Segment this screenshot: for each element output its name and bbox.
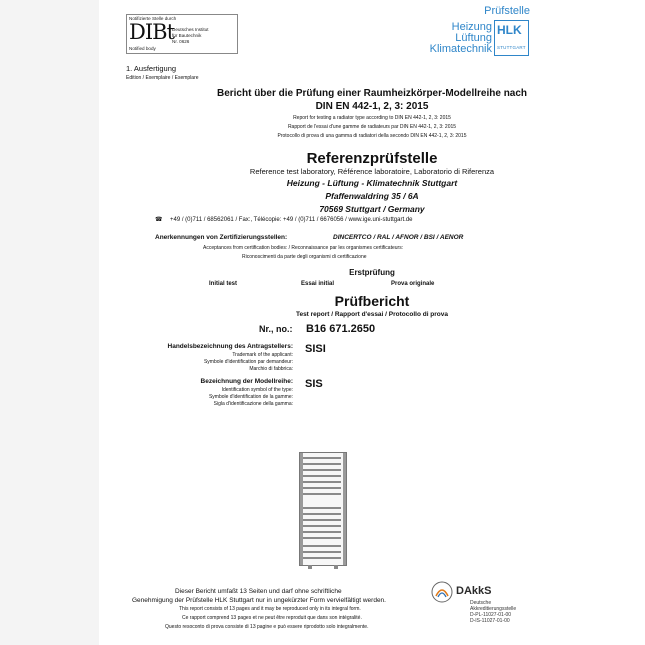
footer-en: This report consists of 13 pages and it may be reproduced only in its integral form. xyxy=(179,606,361,612)
notified-body-line1: Notifizierte Stelle durch xyxy=(129,16,177,21)
model-it: Sigla d'identificazione della gamma: xyxy=(213,401,293,407)
dakks-line4: D-IS-11027-01-00 xyxy=(470,618,510,624)
lab-street: Pfaffenwaldring 35 / 6A xyxy=(325,191,419,201)
dibt-institute-line2: für Bautechnik xyxy=(172,33,202,38)
title-en: Report for testing a radiator type according to DIN EN 442-1, 2, 3: 2015 xyxy=(293,115,451,121)
footer-fr: Ce rapport comprend 13 pages et ne peut être reproduit que dans son intégralité. xyxy=(182,615,362,621)
lab-name: Heizung - Lüftung - Klimatechnik Stuttgart xyxy=(286,178,458,188)
dakks-line1: Deutsche xyxy=(470,600,492,606)
title-fr: Rapport de l'essai d'une gamme de radiateurs par DIN EN 442-1, 2, 3: 2015 xyxy=(287,124,457,130)
report-number-label: Nr., no.: xyxy=(259,324,293,334)
title-line2: DIN EN 442-1, 2, 3: 2015 xyxy=(315,101,429,112)
dakks-logo-icon xyxy=(430,580,454,604)
accreditation-label: Anerkennungen von Zertifizierungsstellen: xyxy=(155,234,288,241)
report-subtitle: Test report / Rapport d'essai / Protocollo di prova xyxy=(295,311,449,318)
accreditation-it: Riconoscimenti da parte degli organismi di certificazione xyxy=(242,254,367,260)
trademark-en: Trademark of the applicant: xyxy=(232,352,293,358)
title-line1: Bericht über die Prüfung einer Raumheizkörper-Modellreihe nach xyxy=(216,88,528,99)
footer-de-line1: Dieser Bericht umfaßt 13 Seiten und darf ohne schriftliche xyxy=(175,588,342,595)
test-type-en: Initial test xyxy=(209,281,238,287)
hlk-lueftung: Lüftung xyxy=(455,32,492,44)
dakks-line3: D-PL-11027-01-00 xyxy=(470,612,512,618)
model-fr: Symbole d'identification de la gamme: xyxy=(208,394,293,400)
hlk-brand: HLK xyxy=(497,23,522,37)
accreditation-bodies: DINCERTCO / RAL / AFNOR / BSI / AENOR xyxy=(333,234,464,241)
hlk-pruefstelle: Prüfstelle xyxy=(484,5,530,17)
trademark-label: Handelsbezeichnung des Antragstellers: xyxy=(167,343,293,350)
report-heading: Prüfbericht xyxy=(334,293,410,309)
trademark-value: SISI xyxy=(305,343,326,355)
test-type-it: Prova originale xyxy=(391,281,435,287)
model-value: SIS xyxy=(305,378,323,390)
test-type-de: Erstprüfung xyxy=(349,268,395,277)
lab-contact: +49 / (0)711 / 68562061 / Fax:, Télécopie: +49 / (0)711 / 6676056 / www.ige.uni-stuttgart.de xyxy=(170,217,413,223)
dibt-institute-line1: Deutsches Institut xyxy=(172,27,209,32)
radiator-image xyxy=(299,452,347,566)
dibt-logo: DIBt xyxy=(129,20,175,44)
lab-city: 70569 Stuttgart / Germany xyxy=(319,204,425,214)
trademark-it: Marchio di fabbrica: xyxy=(249,366,293,372)
hlk-klimatechnik: Klimatechnik xyxy=(429,43,492,55)
footer-it: Questo resoconto di prova consiste di 13 pagine e può essere riprodotto solo integralmente. xyxy=(165,624,369,630)
dakks-brand: DAkkS xyxy=(456,585,492,597)
report-number-value: B16 671.2650 xyxy=(306,323,376,335)
title-it: Protocollo di prova di una gamma di radiatori della secondo DIN EN 442-1, 2, 3: 2015 xyxy=(277,133,467,139)
model-en: Identification symbol of the type: xyxy=(221,387,293,393)
footer-de-line2: Genehmigung der Prüfstelle HLK Stuttgart nur in ungekürzter Form vervielfältigt werden. xyxy=(132,597,386,604)
accreditation-en: Acceptances from certification bodies: / Reconnaissance par les organismes certificateurs: xyxy=(203,245,404,251)
trademark-fr: Symbole d'identification par demandeur: xyxy=(203,359,293,365)
copy-ausfertigung: 1. Ausfertigung xyxy=(126,64,177,73)
hlk-heizung: Heizung xyxy=(451,21,492,33)
hlk-city: STUTTGART xyxy=(497,45,526,50)
model-label: Bezeichnung der Modellreihe: xyxy=(200,378,293,385)
notified-body-label: Notified body xyxy=(129,46,156,51)
phone-icon: ☎ xyxy=(155,217,163,223)
test-type-fr: Essai initial xyxy=(301,281,335,287)
lab-heading: Referenzprüfstelle xyxy=(306,150,438,167)
lab-subtitle: Reference test laboratory, Référence laboratoire, Laboratorio di Riferenza xyxy=(249,167,495,176)
copy-edition: Edition / Exemplaire / Esemplare xyxy=(126,75,199,81)
hlk-logo-box xyxy=(494,20,529,56)
dibt-number: Nr. 0626 xyxy=(172,39,190,44)
dakks-line2: Akkreditierungsstelle xyxy=(470,606,517,612)
